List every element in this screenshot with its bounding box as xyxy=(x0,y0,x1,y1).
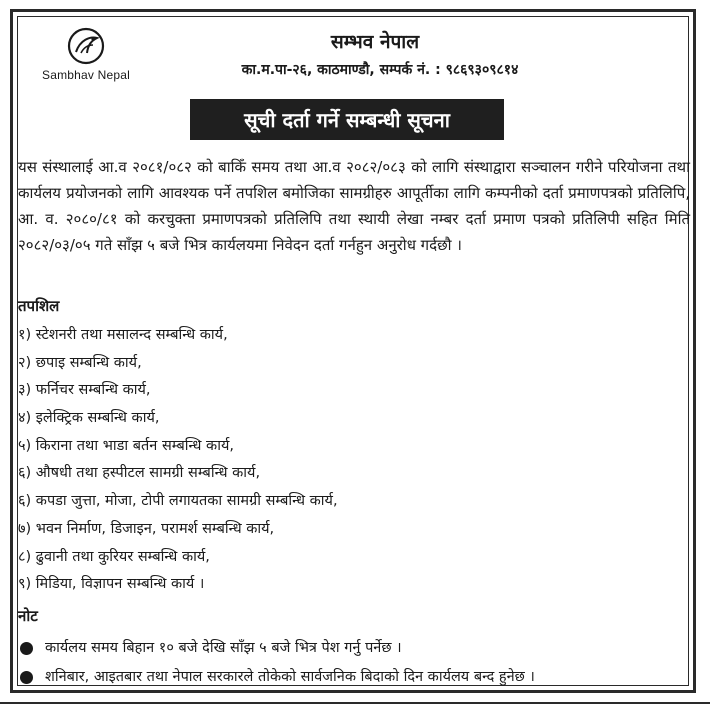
note-text: कार्यलय समय बिहान १० बजे देखि साँझ ५ बजे भित्र पेश गर्नु पर्नेछ । xyxy=(45,640,402,656)
organization-name: सम्भव नेपाल xyxy=(330,31,420,53)
tapashil-heading: तपशिल xyxy=(18,297,60,315)
bullet-icon xyxy=(20,642,33,655)
note-item xyxy=(20,634,535,663)
bird-logo-icon xyxy=(66,26,106,66)
logo-text: Sambhav Nepal xyxy=(42,68,130,82)
list-item: ७) भवन निर्माण, डिजाइन, परामर्श सम्बन्धि कार्य, xyxy=(18,520,275,537)
bullet-icon xyxy=(20,671,33,684)
tapashil-list xyxy=(18,322,338,599)
notice-body: यस संस्थालाई आ.व २०८१/०८२ को बाकिँ समय तथा आ.व २०८२/०८३ को लागि संस्थाद्वारा सञ्चालन गरीने परियोजना तथा कार्यलय प्रयोजनको लागि आवश्यक पर्ने तपशिल बमोजिका सामग्रीहरु आपूर्तीका लागि कम्पनीको दर्ता प्रमाणपत्रको प्रतिलिपि, आ. व. २०८०/८१ को करचुक्ता प्रमाणपत्रको प्रतिलिपि तथा स्थायी लेखा नम्बर दर्ता प्रमाण पत्रको प्रतिलिपी सहित मिति २०८२/०३/०५ गते साँझ ५ बजे भित्र कार्यलयमा निवेदन दर्ता गर्नहुन अनुरोध गर्दछौ । xyxy=(18,158,690,254)
note-list xyxy=(20,634,535,692)
note-item xyxy=(20,663,535,692)
list-item: १) स्टेशनरी तथा मसालन्द सम्बन्धि कार्य, xyxy=(18,327,228,343)
list-item: २) छपाइ सम्बन्धि कार्य, xyxy=(18,354,142,371)
note-text: शनिबार, आइतबार तथा नेपाल सरकारले तोकेको सार्वजनिक बिदाको दिन कार्यलय बन्द हुनेछ । xyxy=(45,669,535,685)
list-item: ३) फर्निचर सम्बन्धि कार्य, xyxy=(18,382,151,399)
list-item: ९) मिडिया, विज्ञापन सम्बन्धि कार्य । xyxy=(18,576,205,593)
note-heading: नोट xyxy=(18,607,38,625)
notice-title: सूची दर्ता गर्ने सम्बन्धी सूचना xyxy=(244,108,450,132)
list-item: ६) कपडा जुत्ता, मोजा, टोपी लगायतका सामग्री सम्बन्धि कार्य, xyxy=(18,493,338,510)
organization-address: का.म.पा-२६, काठमाण्डौ, सम्पर्क नं. : ९८६९३०९८१४ xyxy=(241,62,519,78)
list-item: ६) औषधी तथा हस्पीटल सामग्री सम्बन्धि कार्य, xyxy=(18,465,261,482)
list-item: ५) किराना तथा भाडा बर्तन सम्बन्धि कार्य, xyxy=(18,437,234,454)
list-item: ८) ढुवानी तथा कुरियर सम्बन्धि कार्य, xyxy=(18,548,210,565)
notice-title-box xyxy=(190,99,504,140)
bottom-rule xyxy=(0,702,710,704)
list-item: ४) इलेक्ट्रिक सम्बन्धि कार्य, xyxy=(18,410,160,427)
sambhav-nepal-logo xyxy=(36,26,136,82)
